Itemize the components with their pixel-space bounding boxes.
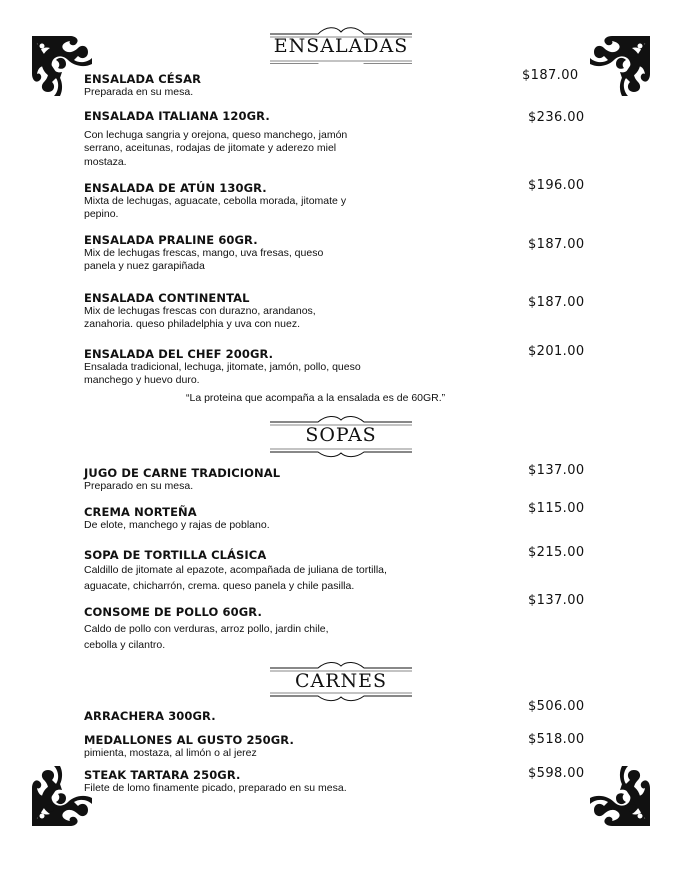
item-name: ENSALADA CÉSAR: [84, 72, 202, 86]
item-name: ENSALADA ITALIANA 120GR.: [84, 109, 270, 123]
item-price: $187.00: [522, 68, 579, 83]
item-price: $215.00: [528, 545, 585, 560]
section-title: CARNES: [294, 670, 388, 692]
section-title: ENSALADAS: [273, 35, 409, 57]
item-price: $201.00: [528, 344, 585, 359]
section-title: SOPAS: [305, 424, 377, 446]
item-description: Con lechuga sangria y orejona, queso manchego, jamón serrano, aceitunas, rodajas de jitomate y aderezo miel mostaza.: [84, 129, 348, 168]
menu-item: [84, 605, 504, 653]
item-name: SOPA DE TORTILLA CLÁSICA: [84, 548, 267, 562]
menu-item: [84, 347, 504, 388]
section-header-ensaladas: [0, 20, 682, 64]
item-price: $137.00: [528, 463, 585, 478]
item-name: ENSALADA PRALINE 60GR.: [84, 233, 258, 247]
item-name: MEDALLONES AL GUSTO 250GR.: [84, 733, 294, 747]
item-description: Preparada en su mesa.: [84, 86, 194, 98]
item-description: Preparado en su mesa.: [84, 480, 194, 492]
item-price: $236.00: [528, 110, 585, 125]
menu-item: [84, 181, 504, 222]
item-price: $598.00: [528, 766, 585, 781]
item-name: JUGO DE CARNE TRADICIONAL: [84, 466, 281, 480]
item-description: De elote, manchego y rajas de poblano.: [84, 519, 270, 531]
item-price: $137.00: [528, 593, 585, 608]
item-price: $196.00: [528, 178, 585, 193]
item-description: Filete de lomo finamente picado, preparado en su mesa.: [84, 782, 347, 794]
section-header-sopas: [0, 414, 682, 458]
item-description: pimienta, mostaza, al limón o al jerez: [84, 747, 257, 759]
item-name: ARRACHERA 300GR.: [84, 709, 216, 723]
item-description: Mix de lechugas frescas, mango, uva fresas, queso panela y nuez garapiñada: [84, 247, 324, 273]
item-price: $187.00: [528, 295, 585, 310]
menu-item: [84, 505, 504, 532]
menu-item: [84, 72, 504, 99]
menu-item: [84, 233, 504, 274]
item-name: CREMA NORTEÑA: [84, 505, 197, 519]
menu-item: [84, 109, 504, 169]
item-description: Mixta de lechugas, aguacate, cebolla morada, jitomate y pepino.: [84, 195, 347, 221]
item-price: $115.00: [528, 501, 585, 516]
item-name: ENSALADA DEL CHEF 200GR.: [84, 347, 274, 361]
item-name: CONSOME DE POLLO 60GR.: [84, 605, 262, 619]
section-header-carnes: [0, 660, 682, 704]
menu-item: [84, 466, 504, 493]
menu-item: [84, 733, 504, 760]
protein-note: “La proteina que acompaña a la ensalada es de 60GR.”: [186, 392, 446, 404]
menu-item: [84, 548, 504, 594]
item-name: ENSALADA CONTINENTAL: [84, 291, 250, 305]
item-description: Mix de lechugas frescas con durazno, arandanos, zanahoria. queso philadelphia y uva con nuez.: [84, 305, 316, 331]
item-name: STEAK TARTARA 250GR.: [84, 768, 241, 782]
menu-item: [84, 709, 504, 723]
item-description: Caldo de pollo con verduras, arroz pollo, jardin chile, cebolla y cilantro.: [84, 623, 329, 651]
menu-item: [84, 291, 504, 332]
item-name: ENSALADA DE ATÚN 130GR.: [84, 181, 267, 195]
item-description: Caldillo de jitomate al epazote, acompañada de juliana de tortilla, aguacate, chicharrón, crema. queso panela y chile pasilla.: [84, 564, 387, 592]
item-price: $506.00: [528, 699, 585, 714]
menu-item: [84, 768, 504, 795]
item-description: Ensalada tradicional, lechuga, jitomate, jamón, pollo, queso manchego y huevo duro.: [84, 361, 361, 387]
item-price: $187.00: [528, 237, 585, 252]
item-price: $518.00: [528, 732, 585, 747]
